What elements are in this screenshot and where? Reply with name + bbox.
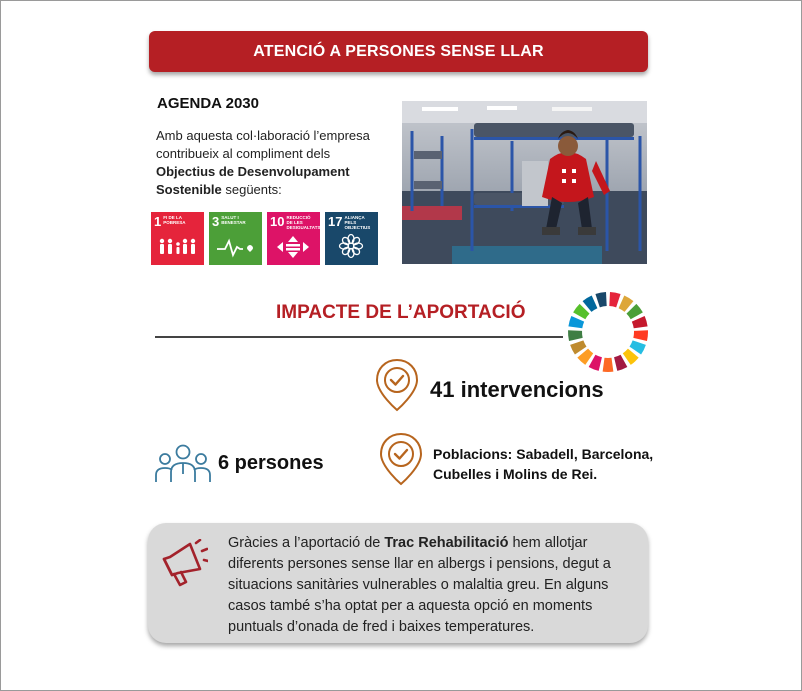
sdg-wheel-segment [568,330,583,341]
header-banner [149,31,648,72]
sdg-icons [151,212,378,265]
people-icon [155,442,211,484]
sdg-number: 10 [270,214,285,229]
agenda-description [156,127,391,199]
sdg-17-tile [325,212,378,265]
sdg-wheel-segment [568,316,584,328]
equality-icon [273,235,313,259]
sdg-1-tile [151,212,204,265]
agenda-text-after: següents: [221,182,282,197]
callout-text-before: Gràcies a l’aportació de [228,535,385,551]
flower-icon [331,233,371,259]
sdg-wheel-segment [609,292,620,307]
sdg-wheel-segment [614,355,627,371]
sdg-number: 3 [212,214,220,229]
shelter-volunteer-image [402,101,647,264]
agenda-title: AGENDA 2030 [157,95,259,112]
sdg-3-tile [209,212,262,265]
header-title: ATENCIÓ A PERSONES SENSE LLAR [253,42,544,60]
agenda-text-bold: Objectius de Desenvolupament Sostenible [156,164,350,197]
megaphone-icon [160,539,208,589]
sdg-wheel-icon [566,290,650,374]
callout-box [148,523,648,643]
sdg-number: 17 [328,214,343,229]
sdg-number: 1 [154,214,162,229]
callout-text [228,533,638,638]
callout-text-bold: Trac Rehabilitació [384,535,509,551]
sdg-10-tile [267,212,320,265]
location-check-icon [378,432,424,486]
sdg-wheel-segment [589,355,602,371]
agenda-text-before: Amb aquesta col·laboració l’empresa contribueix al compliment dels [156,128,370,161]
sdg-label: ALIANÇA PELS OBJECTIUS [344,215,371,230]
shelter-photo [402,101,647,264]
places-stat: Poblacions: Sabadell, Barcelona, Cubelles i Molins de Rei. [433,446,654,482]
impact-title: IMPACTE DE L’APORTACIÓ [276,302,526,323]
sdg-label: FI DE LA POBRESA [163,215,186,225]
sdg-label: REDUCCIÓ DE LES DESIGUALTATS [286,215,321,230]
family-icon [157,237,197,259]
sdg-wheel-segment [633,330,648,341]
sdg-wheel-segment [603,358,614,372]
sdg-wheel-segment [595,292,606,307]
callout-text-after: hem allotjar diferents persones sense llar en albergs i pensions, degut a situacions sanitàries vulnerables o malaltia greu. En alguns casos també s’ha optat per a aquesta opció en moments puntuals d’onada de fred i baixes temperatures. [228,535,611,635]
sdg-wheel-segment [632,316,648,328]
location-check-icon [374,358,420,412]
people-stat: 6 persones [218,452,324,474]
interventions-stat: 41 intervencions [430,377,604,402]
impact-divider [155,336,563,338]
heartbeat-icon [215,237,255,259]
sdg-label: SALUT I BENESTAR [221,215,246,225]
